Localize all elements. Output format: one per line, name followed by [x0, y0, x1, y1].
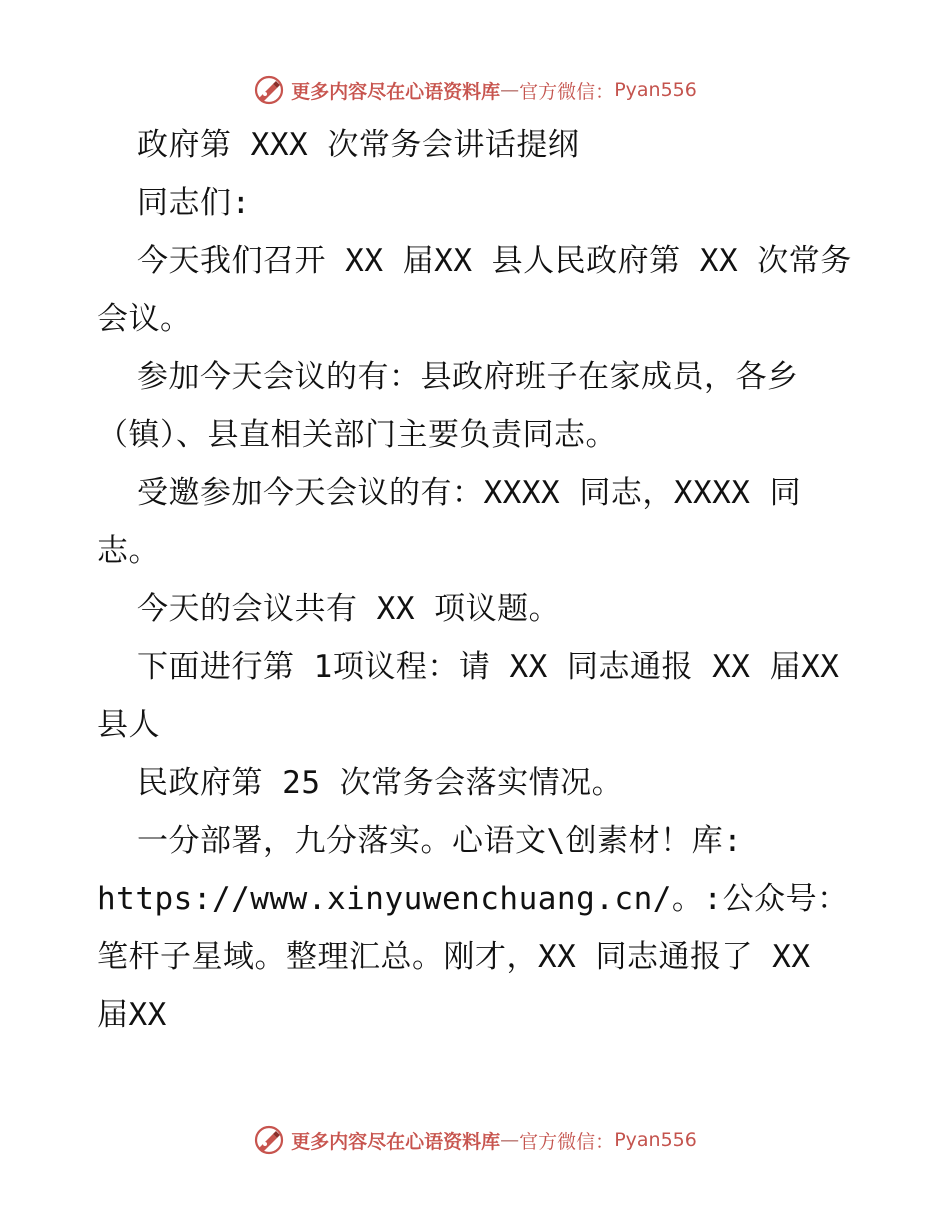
paragraph-agenda-count: 今天的会议共有 XX 项议题。 — [137, 591, 561, 627]
pen-logo-icon — [253, 74, 285, 106]
paragraph-implementation: 一分部署，九分落实。心语文\创素材！库: https://www.xinyuwenchuang.cn/。:公众号：笔杆子星域。整理汇总。刚才，XX 同志通报了 XX 届XX — [97, 823, 849, 1033]
banner-wechat-id: Pyan556 — [614, 1129, 697, 1151]
footer-banner — [0, 1120, 950, 1160]
paragraph-meeting-intro: 今天我们召开 XX 届XX 县人民政府第 XX 次常务会议。 — [97, 243, 852, 337]
banner-wechat-id: Pyan556 — [614, 79, 697, 101]
paragraph-attendees: 参加今天会议的有：县政府班子在家成员，各乡（镇）、县直相关部门主要负责同志。 — [97, 359, 799, 453]
banner-lead-text: 更多内容尽在心语资料库 — [291, 80, 501, 103]
banner-wechat-label: 官方微信： — [519, 80, 615, 103]
salutation: 同志们: — [137, 185, 251, 221]
document-title: 政府第 XXX 次常务会讲话提纲 — [137, 127, 580, 163]
document-body — [97, 116, 857, 1044]
banner-dash: — — [500, 1129, 520, 1151]
banner-lead-text: 更多内容尽在心语资料库 — [291, 1130, 501, 1153]
pen-logo-icon — [253, 1124, 285, 1156]
paragraph-invited: 受邀参加今天会议的有：XXXX 同志，XXXX 同志。 — [97, 475, 802, 569]
paragraph-agenda-item-1: 下面进行第 1项议程：请 XX 同志通报 XX 届XX 县人 — [97, 649, 840, 743]
paragraph-agenda-item-1-cont: 民政府第 25 次常务会落实情况。 — [137, 765, 624, 801]
banner-dash: — — [500, 79, 520, 101]
header-banner — [0, 70, 950, 110]
banner-wechat-label: 官方微信： — [519, 1130, 615, 1153]
